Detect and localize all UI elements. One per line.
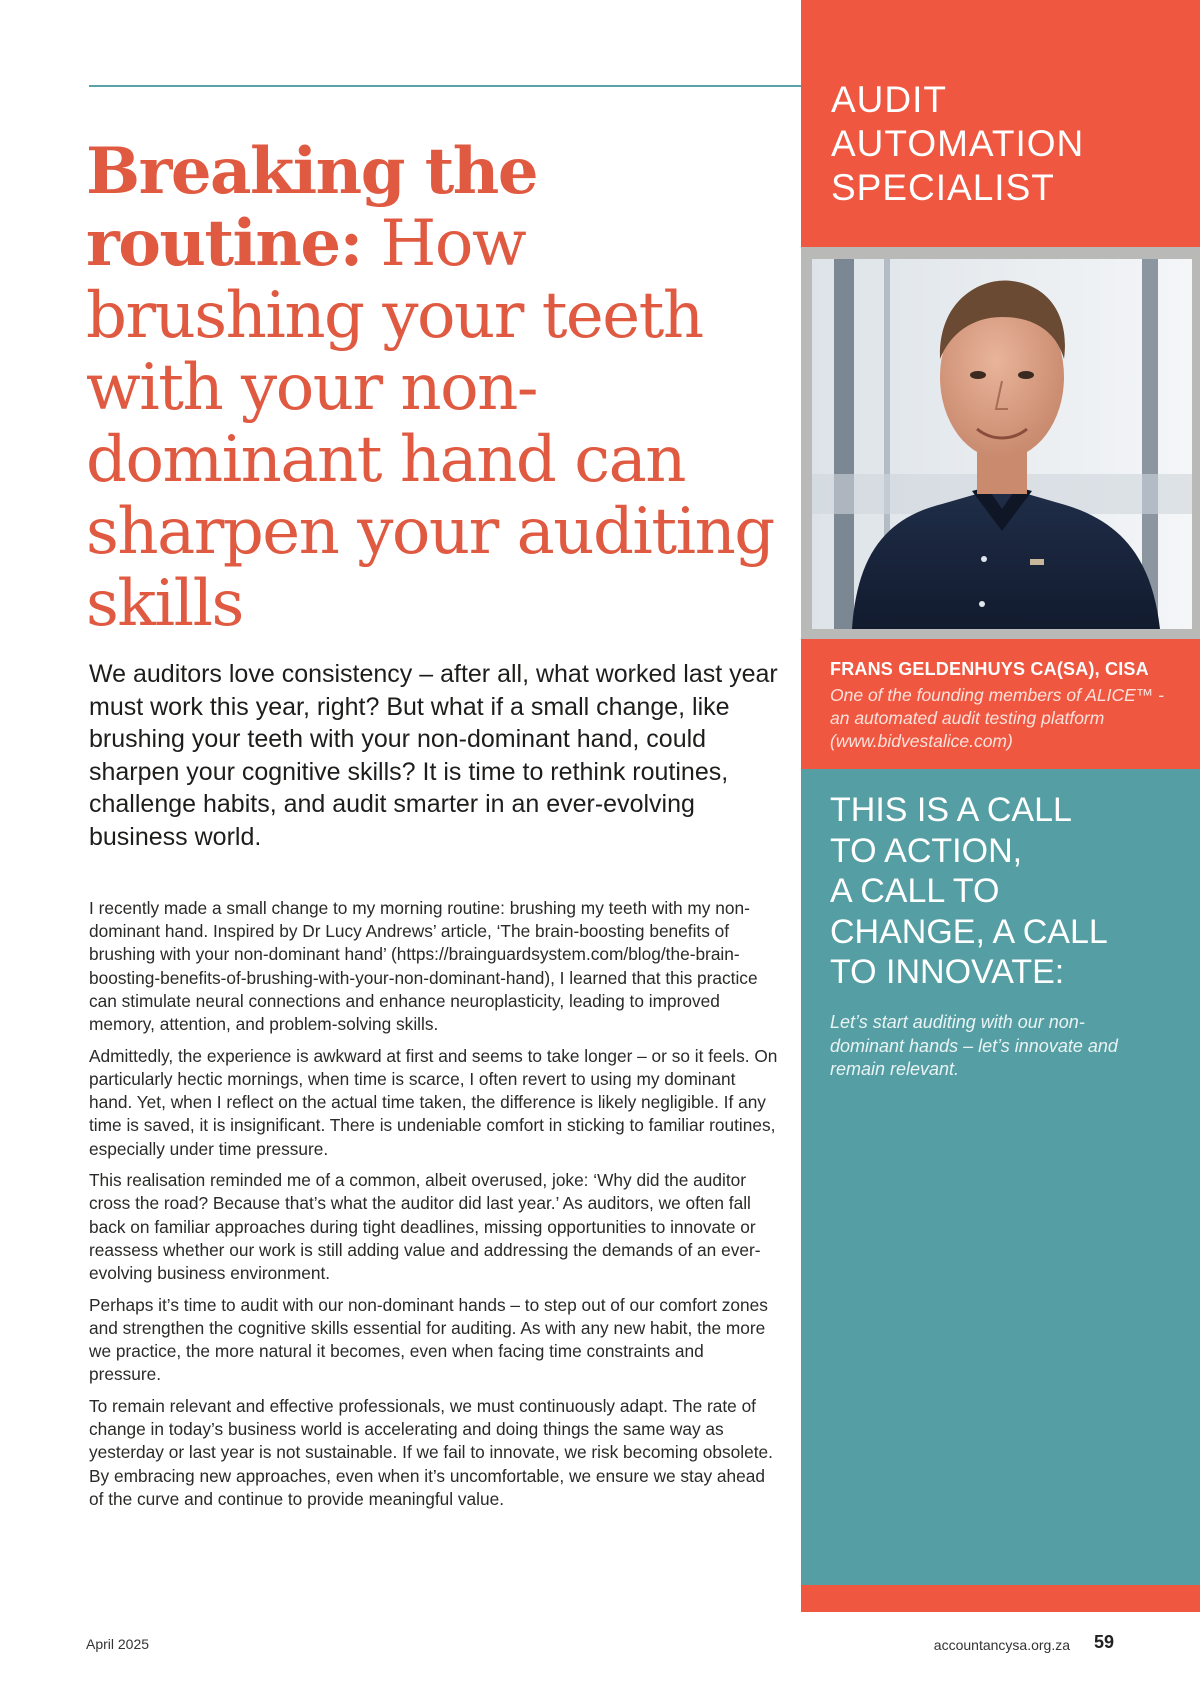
section-title-line: AUDIT — [831, 79, 947, 120]
article-title — [86, 136, 786, 640]
top-rule — [89, 85, 801, 87]
call-to-action-heading — [830, 790, 1190, 993]
author-byline — [801, 639, 1200, 769]
section-title-line: AUTOMATION — [831, 123, 1085, 164]
author-photo — [812, 259, 1192, 629]
article-lead: We auditors love consistency – after all, what worked last year must work this year, right? But what if a small change, like brushing your teeth with your non-dominant hand, could sharpen your cognitive skills? It is time to rethink routines, challenge habits, and audit smarter in an ever-evolving business world. — [89, 660, 778, 851]
cta-line: THIS IS A CALL — [830, 791, 1072, 829]
author-portrait-illustration — [812, 259, 1192, 629]
author-name: FRANS GELDENHUYS CA(SA), CISA — [830, 659, 1149, 679]
author-photo-frame — [801, 247, 1200, 639]
website-link[interactable]: accountancysa.org.za — [933, 1637, 1070, 1653]
section-title-line: SPECIALIST — [831, 167, 1055, 208]
body-paragraph: Admittedly, the experience is awkward at first and seems to take longer – or so it feels. On particularly hectic mornings, when time is scarce, I often revert to using my dominant hand. Yet, when I reflect on the actual time taken, the difference is likely negligible. If any time is saved, it is insignificant. There is undeniable comfort in sticking to familiar routines, especially under time pressure. — [89, 1045, 778, 1159]
article-title-bold: Breaking the routine: — [86, 134, 538, 281]
sidebar-bottom-bar — [801, 1585, 1200, 1612]
body-paragraph: This realisation reminded me of a common, albeit overused, joke: ‘Why did the auditor cross the road? Because that’s what the auditor did last year.’ As auditors, we often fall back on familiar approaches during tight deadlines, missing opportunities to innovate or reassess whether our work is still adding value and addressing the demands of an ever-evolving business environment. — [89, 1170, 761, 1284]
article-body — [89, 897, 779, 1520]
cta-line: A CALL TO — [830, 872, 1000, 910]
cta-line: TO INNOVATE: — [830, 953, 1065, 991]
issue-date: April 2025 — [86, 1636, 150, 1652]
section-title — [831, 78, 1191, 210]
cta-line: TO ACTION, — [830, 831, 1023, 870]
section-header — [801, 0, 1200, 247]
body-paragraph: Perhaps it’s time to audit with our non-dominant hands – to step out of our comfort zones and strengthen the cognitive skills essential for auditing. As with any new habit, the more we practice, the more natural it becomes, even when facing time constraints and pressure. — [89, 1294, 768, 1385]
cta-line: CHANGE, A CALL — [830, 912, 1108, 951]
body-paragraph: To remain relevant and effective professionals, we must continuously adapt. The rate of change in today’s business world is accelerating and doing things the same way as yesterday or last year is not sustainable. If we fail to innovate, we risk becoming obsolete. By embracing new approaches, even when it’s uncomfortable, we ensure we stay ahead of the curve and continue to provide meaningful value. — [89, 1396, 773, 1509]
body-paragraph: I recently made a small change to my morning routine: brushing my teeth with my non-dominant hand. Inspired by Dr Lucy Andrews’ article, ‘The brain-boosting benefits of brushing with your non-dominant hand’ (https://brainguardsystem.com/blog/the-brain-boosting-benefits-of-brushing-with-your-non-dominant-hand), I learned that this practice can stimulate neural connections and enhance neuroplasticity, leading to improved memory, attention, and problem-solving skills. — [89, 898, 758, 1035]
article-title-rest: How brushing your teeth with your non-dominant hand can sharpen your auditing skills — [86, 207, 774, 641]
call-to-action-note: Let’s start auditing with our non-dominant hands – let’s innovate and remain relevant. — [830, 1012, 1118, 1079]
page-number: 59 — [1094, 1632, 1115, 1652]
author-description: One of the founding members of ALICE™ - an automated audit testing platform (www.bidvestalice.com) — [830, 685, 1164, 751]
author-sidebar — [801, 0, 1200, 1612]
